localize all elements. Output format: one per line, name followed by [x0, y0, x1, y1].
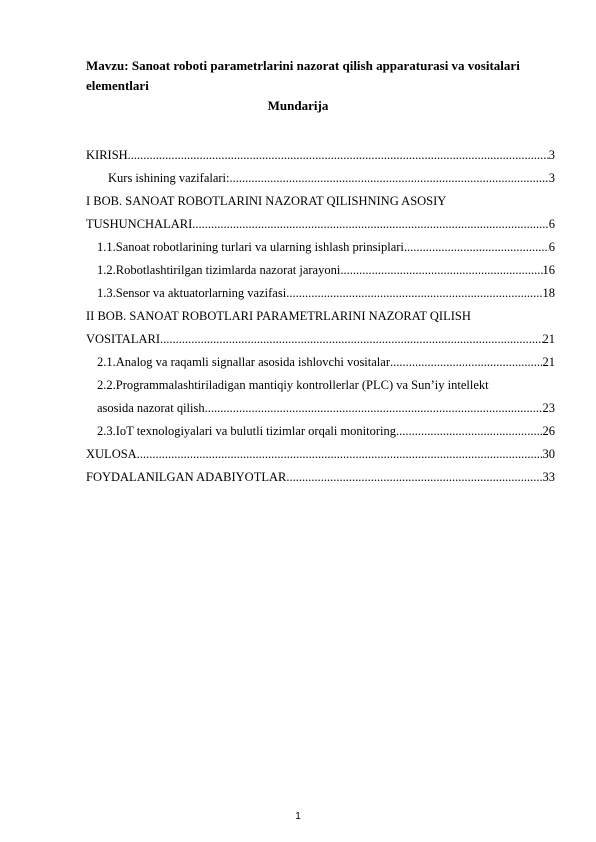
dot-leader	[160, 329, 543, 349]
toc-entry[interactable]	[86, 467, 555, 490]
toc-entry[interactable]	[86, 398, 555, 421]
toc-entry[interactable]	[86, 352, 555, 375]
dot-leader	[396, 421, 542, 441]
toc-entry-title: TUSHUNCHALARI	[86, 217, 193, 231]
toc-entry-title: FOYDALANILGAN ADABIYOTLAR	[86, 470, 287, 484]
toc-entry[interactable]	[86, 329, 555, 352]
toc-entry-title: 2.3.IoT texnologiyalari va bulutli tizimlar orqali monitoring	[97, 424, 397, 438]
dot-leader	[205, 398, 543, 418]
toc-entry[interactable]	[86, 145, 555, 168]
dot-leader	[192, 214, 549, 234]
toc-entry-page: 3	[548, 171, 555, 185]
toc-entry[interactable]	[86, 191, 555, 214]
toc-entry-title: 2.2.Programmalashtiriladigan mantiqiy kontrollerlar (PLC) va Sun’iy intellekt	[97, 378, 489, 392]
document-topic: Mavzu: Sanoat roboti parametrlarini nazorat qilish apparaturasi va vositalari elementlari	[86, 58, 520, 93]
dot-leader	[286, 283, 542, 303]
toc-heading: Mundarija	[267, 98, 329, 113]
toc-entry-title: 1.1.Sanoat robotlarining turlari va ularning ishlash prinsiplari	[97, 240, 404, 254]
dot-leader	[390, 352, 543, 372]
toc-entry-title: XULOSA	[86, 447, 137, 461]
toc-entry-page: 3	[548, 148, 555, 162]
toc-entry-page: 33	[542, 470, 555, 484]
toc-entry-page: 6	[548, 217, 555, 231]
toc-entry[interactable]	[86, 283, 555, 306]
toc-entry-title: I BOB. SANOAT ROBOTLARINI NAZORAT QILISHNING ASOSIY	[86, 194, 447, 208]
toc-entry-page: 16	[542, 263, 555, 277]
toc-entry[interactable]	[86, 421, 555, 444]
toc-entry-title: Kurs ishining vazifalari:	[108, 171, 230, 185]
toc-entry[interactable]	[86, 168, 555, 191]
toc-entry-title: asosida nazorat qilish	[97, 401, 205, 415]
toc-entry-page: 21	[542, 355, 555, 369]
toc-entry-title: 1.2.Robotlashtirilgan tizimlarda nazorat jarayoni	[97, 263, 341, 277]
toc-entry[interactable]	[86, 375, 555, 398]
toc-entry-page: 26	[542, 424, 555, 438]
dot-leader	[137, 444, 543, 464]
dot-leader	[340, 260, 542, 280]
dot-leader	[286, 467, 542, 487]
toc-entry-title: VOSITALARI	[86, 332, 160, 346]
toc-entry-page: 6	[548, 240, 555, 254]
dot-leader	[404, 237, 549, 257]
toc-entry-title: KIRISH	[86, 148, 128, 162]
toc-entry-title: 2.1.Analog va raqamli signallar asosida ishlovchi vositalar	[97, 355, 390, 369]
toc-entry-page: 30	[542, 447, 555, 461]
toc-entry[interactable]	[86, 237, 555, 260]
toc-entry[interactable]	[86, 214, 555, 237]
toc-entry[interactable]	[86, 444, 555, 467]
table-of-contents	[86, 145, 555, 490]
toc-entry-page: 23	[542, 401, 555, 415]
toc-entry-page: 21	[542, 332, 555, 346]
toc-entry-title: II BOB. SANOAT ROBOTLARI PARAMETRLARINI NAZORAT QILISH	[86, 309, 471, 323]
page-number: 1	[295, 811, 301, 822]
toc-entry[interactable]	[86, 260, 555, 283]
toc-entry[interactable]	[86, 306, 555, 329]
dot-leader	[230, 168, 549, 188]
toc-entry-page: 18	[542, 286, 555, 300]
toc-entry-title: 1.3.Sensor va aktuatorlarning vazifasi	[97, 286, 287, 300]
dot-leader	[128, 145, 549, 165]
